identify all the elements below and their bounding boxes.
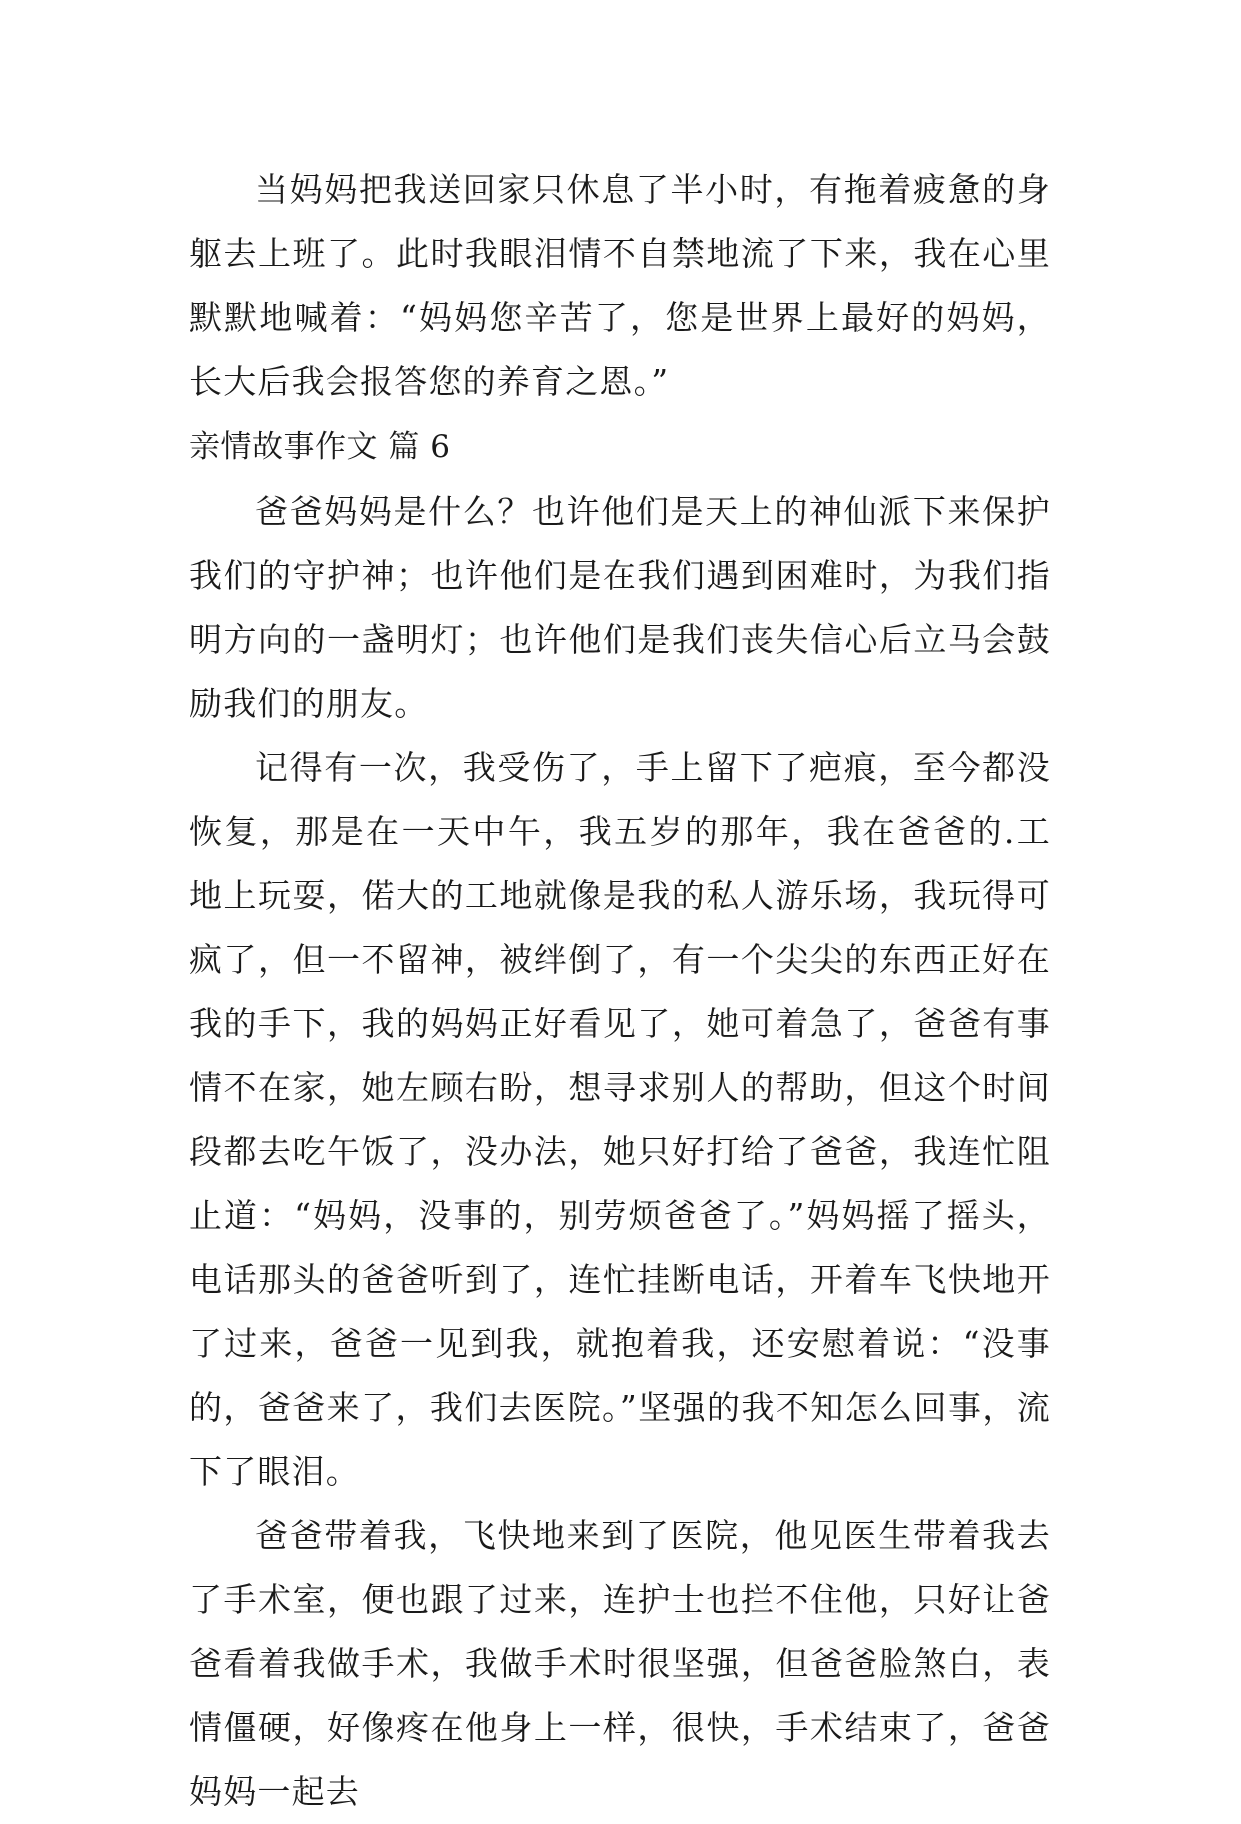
paragraph: 当妈妈把我送回家只休息了半小时，有拖着疲惫的身躯去上班了。此时我眼泪情不自禁地流了下来，我在心里默默地喊着：“妈妈您辛苦了，您是世界上最好的妈妈，长大后我会报答您的养育之恩。” bbox=[189, 170, 1051, 401]
section-heading: 亲情故事作文 篇 6 bbox=[189, 429, 451, 465]
document-body bbox=[189, 158, 1051, 1824]
paragraph: 记得有一次，我受伤了，手上留下了疤痕，至今都没恢复，那是在一天中午，我五岁的那年，我在爸爸的.工地上玩耍，偌大的工地就像是我的私人游乐场，我玩得可疯了，但一不留神，被绊倒了，有一个尖尖的东西正好在我的手下，我的妈妈正好看见了，她可着急了，爸爸有事情不在家，她左顾右盼，想寻求别人的帮助，但这个时间段都去吃午饭了，没办法，她只好打给了爸爸，我连忙阻止道：“妈妈，没事的，别劳烦爸爸了。”妈妈摇了摇头，电话那头的爸爸听到了，连忙挂断电话，开着车飞快地开了过来，爸爸一见到我，就抱着我，还安慰着说：“没事的，爸爸来了，我们去医院。”坚强的我不知怎么回事，流下了眼泪。 bbox=[189, 748, 1051, 1491]
paragraph: 爸爸妈妈是什么？也许他们是天上的神仙派下来保护我们的守护神；也许他们是在我们遇到困难时，为我们指明方向的一盏明灯；也许他们是我们丧失信心后立马会鼓励我们的朋友。 bbox=[189, 492, 1051, 723]
paragraph: 爸爸带着我，飞快地来到了医院，他见医生带着我去了手术室，便也跟了过来，连护士也拦不住他，只好让爸爸看着我做手术，我做手术时很坚强，但爸爸脸煞白，表情僵硬，好像疼在他身上一样，很快，手术结束了，爸爸妈妈一起去 bbox=[189, 1516, 1051, 1811]
